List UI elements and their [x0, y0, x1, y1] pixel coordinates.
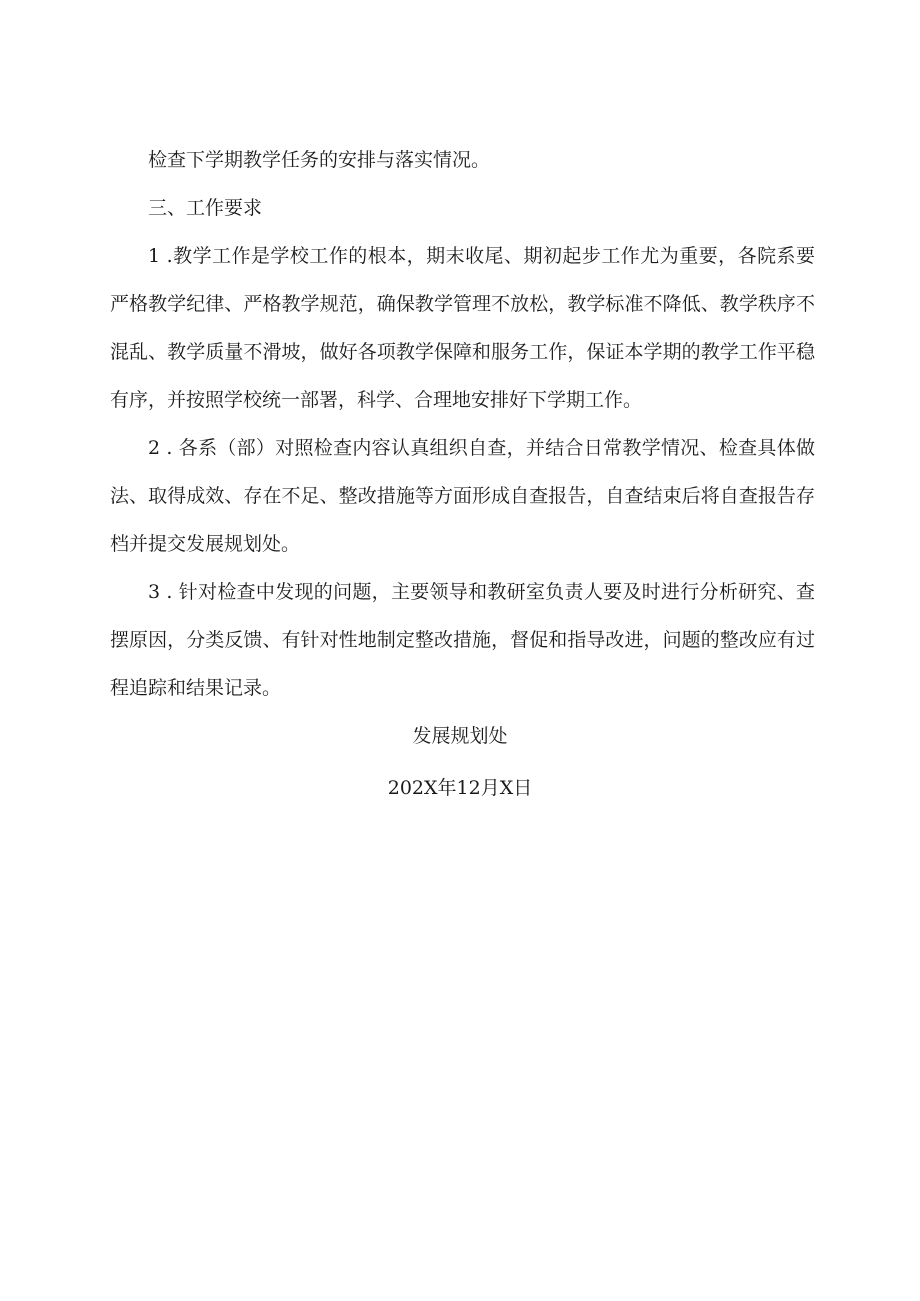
- section-heading-requirements: 三、工作要求: [148, 197, 263, 219]
- paragraph-requirement-1: 1 .教学工作是学校工作的根本，期末收尾、期初起步工作尤为重要，各院系要严格教学纪律、严格教学规范，确保教学管理不放松，教学标准不降低、教学秩序不混乱、教学质量不滑坡，做好各项教学保障和服务工作，保证本学期的教学工作平稳有序，并按照学校统一部署，科学、合理地安排好下学期工作。: [110, 245, 815, 411]
- paragraph-requirement-2: 2 . 各系（部）对照检查内容认真组织自查，并结合日常教学情况、检查具体做法、取得成效、存在不足、整改措施等方面形成自查报告，自查结束后将自查报告存档并提交发展规划处。: [110, 437, 815, 555]
- paragraph-requirement-3: 3 . 针对检查中发现的问题，主要领导和教研室负责人要及时进行分析研究、查摆原因，分类反馈、有针对性地制定整改措施，督促和指导改进，问题的整改应有过程追踪和结果记录。: [110, 581, 815, 699]
- signature-date: 202X年12月X日: [387, 777, 533, 799]
- paragraph-check-task: 检查下学期教学任务的安排与落实情况。: [148, 149, 491, 171]
- document-body: [110, 136, 815, 712]
- signature-organization: 发展规划处: [412, 725, 508, 747]
